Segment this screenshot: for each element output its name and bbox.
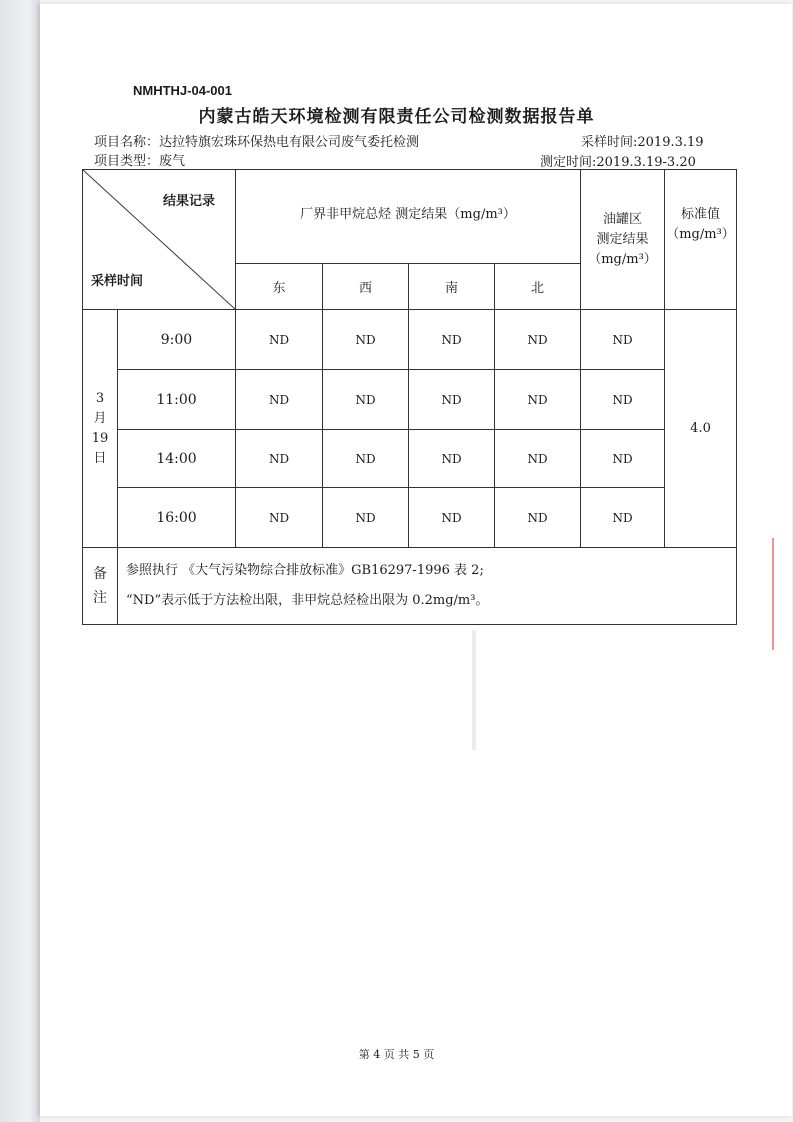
direction-south: 南: [409, 264, 495, 310]
measure-time: 测定时间:2019.3.19-3.20: [540, 155, 696, 170]
value-east: ND: [236, 370, 323, 430]
value-south: ND: [409, 370, 495, 430]
project-type: 项目类型：废气: [94, 154, 186, 169]
value-south: ND: [409, 310, 495, 370]
page-binding-edge: [0, 0, 40, 1122]
value-west: ND: [323, 310, 409, 370]
value-north: ND: [495, 310, 581, 370]
value-south: ND: [409, 488, 495, 548]
notes-row: [83, 548, 737, 625]
header-time-label: 采样时间: [91, 274, 144, 289]
value-east: ND: [236, 488, 323, 548]
value-tank: ND: [581, 310, 665, 370]
project-name: 项目名称：达拉特旗宏珠环保热电有限公司废气委托检测: [94, 135, 420, 150]
document-code: NMHTHJ-04-001: [133, 83, 232, 98]
notes-line-standard: 参照执行 《大气污染物综合排放标准》GB16297-1996 表 2;: [126, 563, 484, 578]
value-west: ND: [323, 430, 409, 488]
standard-value: 4.0: [665, 310, 737, 548]
header-result-label: 结果记录: [162, 194, 215, 209]
direction-west: 西: [323, 264, 409, 310]
direction-east: 东: [236, 264, 323, 310]
standard-header: 标准值 （mg/m³）: [665, 170, 737, 310]
row-time: 16:00: [118, 488, 236, 548]
value-north: ND: [495, 488, 581, 548]
boundary-header: 厂界非甲烷总烃 测定结果（mg/m³）: [236, 170, 581, 264]
notes-content: [118, 548, 737, 625]
sample-date: 3 月 19 日: [83, 310, 118, 548]
value-tank: ND: [581, 488, 665, 548]
value-tank: ND: [581, 430, 665, 488]
value-west: ND: [323, 488, 409, 548]
table-row: [83, 370, 737, 430]
value-north: ND: [495, 430, 581, 488]
page-number: 第 4 页 共 5 页: [358, 1048, 435, 1061]
value-east: ND: [236, 430, 323, 488]
value-tank: ND: [581, 370, 665, 430]
notes-label: 备 注: [83, 548, 118, 625]
table-row: [83, 310, 737, 370]
row-time: 11:00: [118, 370, 236, 430]
value-south: ND: [409, 430, 495, 488]
diagonal-header-cell: [83, 170, 236, 310]
sample-time: 采样时间:2019.3.19: [581, 135, 704, 150]
value-west: ND: [323, 370, 409, 430]
table-row: [83, 430, 737, 488]
red-seal-stamp: [772, 538, 792, 650]
table-row: [83, 488, 737, 548]
document-title: 内蒙古皓天环境检测有限责任公司检测数据报告单: [198, 107, 595, 127]
scan-artifact: [472, 630, 476, 750]
value-north: ND: [495, 370, 581, 430]
tank-header: 油罐区 测定结果 （mg/m³）: [581, 170, 665, 310]
result-table: [82, 169, 737, 625]
row-time: 9:00: [118, 310, 236, 370]
notes-line-nd: “ND”表示低于方法检出限，非甲烷总烃检出限为 0.2mg/m³。: [126, 593, 489, 608]
direction-north: 北: [495, 264, 581, 310]
value-east: ND: [236, 310, 323, 370]
row-time: 14:00: [118, 430, 236, 488]
